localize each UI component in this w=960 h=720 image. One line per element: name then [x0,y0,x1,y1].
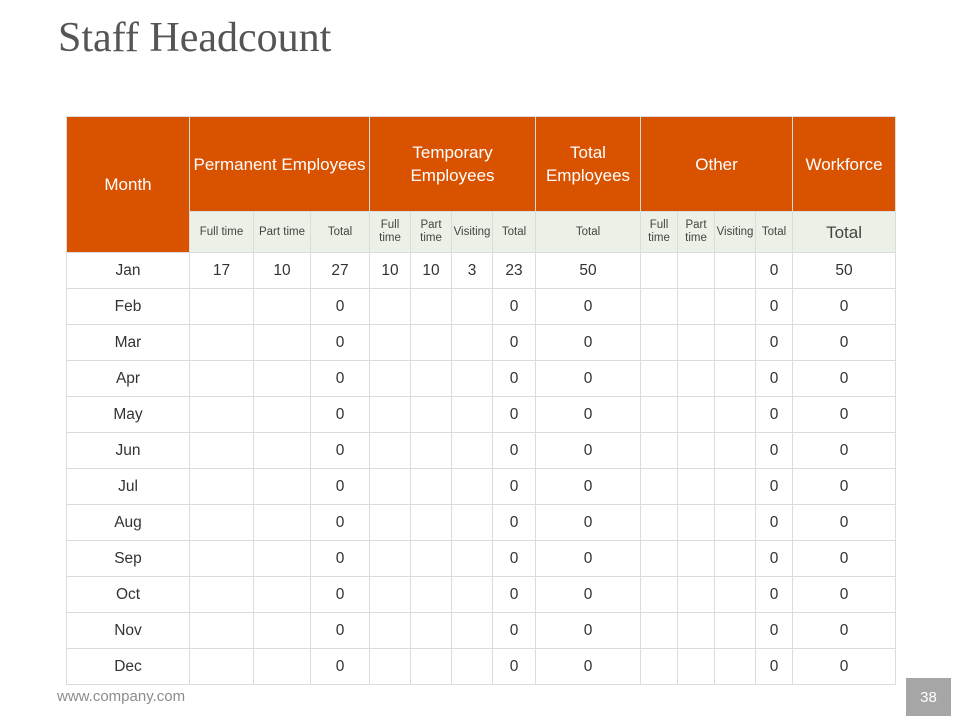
value-cell [678,577,715,613]
value-cell [190,505,254,541]
value-cell [715,649,756,685]
headcount-table [66,116,896,685]
value-cell: 0 [536,577,641,613]
value-cell [190,325,254,361]
month-cell: Feb [67,289,190,325]
table-row [67,289,896,325]
value-cell: 10 [254,253,311,289]
sub-header-temporary-visiting: Visiting [452,212,493,253]
value-cell [190,649,254,685]
value-cell: 0 [311,289,370,325]
value-cell: 17 [190,253,254,289]
footer-url: www.company.com [57,688,186,705]
value-cell [678,469,715,505]
value-cell: 0 [311,433,370,469]
value-cell: 0 [311,613,370,649]
month-header: Month [67,117,190,253]
value-cell: 0 [493,325,536,361]
sub-header-permanent-full-time: Full time [190,212,254,253]
month-cell: Jan [67,253,190,289]
value-cell: 0 [311,649,370,685]
value-cell: 0 [793,505,896,541]
value-cell [452,433,493,469]
value-cell [254,505,311,541]
value-cell: 0 [793,325,896,361]
value-cell [370,397,411,433]
value-cell [678,361,715,397]
value-cell [452,469,493,505]
value-cell: 0 [536,505,641,541]
sub-header-other-total: Total [756,212,793,253]
value-cell: 0 [536,613,641,649]
value-cell [190,397,254,433]
value-cell [715,505,756,541]
value-cell [190,289,254,325]
table-row [67,505,896,541]
value-cell: 0 [536,289,641,325]
table-row [67,397,896,433]
value-cell [452,505,493,541]
sub-header-workforce-total: Total [793,212,896,253]
sub-header-total-employees-total: Total [536,212,641,253]
sub-header-temporary-full-time: Full time [370,212,411,253]
value-cell [715,397,756,433]
value-cell [641,361,678,397]
value-cell [678,613,715,649]
value-cell [678,541,715,577]
sub-header-other-part-time: Part time [678,212,715,253]
value-cell: 0 [756,433,793,469]
value-cell [254,577,311,613]
value-cell: 0 [756,325,793,361]
value-cell [452,541,493,577]
value-cell: 0 [311,397,370,433]
value-cell [370,505,411,541]
value-cell: 0 [536,469,641,505]
value-cell: 0 [756,577,793,613]
table-row [67,361,896,397]
value-cell: 0 [493,613,536,649]
value-cell: 0 [536,433,641,469]
value-cell [641,613,678,649]
value-cell: 0 [756,649,793,685]
value-cell [715,613,756,649]
value-cell [452,361,493,397]
value-cell [678,433,715,469]
value-cell: 0 [793,361,896,397]
table-row [67,577,896,613]
sub-header-row [67,212,896,253]
value-cell [678,325,715,361]
value-cell: 0 [311,361,370,397]
value-cell [411,361,452,397]
value-cell [452,325,493,361]
value-cell [190,361,254,397]
value-cell [678,253,715,289]
sub-header-permanent-part-time: Part time [254,212,311,253]
value-cell [370,541,411,577]
month-cell: Sep [67,541,190,577]
table-row [67,433,896,469]
value-cell [678,397,715,433]
value-cell: 0 [793,577,896,613]
value-cell [370,289,411,325]
value-cell [254,325,311,361]
permanent-employees-header: Permanent Employees [190,117,370,212]
value-cell [452,397,493,433]
value-cell: 0 [793,397,896,433]
value-cell [641,397,678,433]
other-header: Other [641,117,793,212]
value-cell: 0 [756,613,793,649]
value-cell [370,361,411,397]
value-cell [370,433,411,469]
value-cell: 0 [311,577,370,613]
value-cell [411,577,452,613]
value-cell [190,613,254,649]
sub-header-other-full-time: Full time [641,212,678,253]
month-cell: Jun [67,433,190,469]
value-cell [641,505,678,541]
value-cell [411,397,452,433]
sub-header-permanent-total: Total [311,212,370,253]
value-cell [190,541,254,577]
value-cell [411,469,452,505]
value-cell [641,433,678,469]
value-cell: 0 [756,289,793,325]
value-cell [254,469,311,505]
value-cell [641,469,678,505]
value-cell [715,289,756,325]
value-cell [411,541,452,577]
value-cell [452,649,493,685]
group-header-row [67,117,896,212]
sub-header-temporary-part-time: Part time [411,212,452,253]
value-cell: 0 [493,289,536,325]
value-cell: 0 [756,361,793,397]
table-row [67,325,896,361]
value-cell: 0 [793,649,896,685]
sub-header-temporary-total: Total [493,212,536,253]
value-cell [641,253,678,289]
value-cell: 0 [493,505,536,541]
value-cell [452,613,493,649]
value-cell: 0 [536,397,641,433]
value-cell [254,361,311,397]
value-cell [370,469,411,505]
month-cell: Dec [67,649,190,685]
value-cell: 0 [311,325,370,361]
value-cell: 0 [493,541,536,577]
month-cell: Oct [67,577,190,613]
value-cell [370,649,411,685]
value-cell: 0 [493,433,536,469]
value-cell [641,541,678,577]
value-cell: 50 [536,253,641,289]
value-cell: 0 [311,541,370,577]
month-cell: Jul [67,469,190,505]
value-cell: 0 [536,649,641,685]
value-cell: 0 [493,361,536,397]
value-cell: 0 [756,541,793,577]
value-cell [254,397,311,433]
value-cell: 10 [370,253,411,289]
value-cell: 0 [311,469,370,505]
value-cell: 3 [452,253,493,289]
value-cell [452,577,493,613]
value-cell: 0 [756,397,793,433]
value-cell: 0 [493,577,536,613]
value-cell [254,433,311,469]
value-cell: 0 [793,289,896,325]
value-cell [411,325,452,361]
value-cell [715,325,756,361]
value-cell [715,433,756,469]
value-cell [190,433,254,469]
value-cell [411,433,452,469]
month-cell: Nov [67,613,190,649]
value-cell: 0 [536,541,641,577]
value-cell: 27 [311,253,370,289]
value-cell [715,253,756,289]
value-cell [715,541,756,577]
value-cell: 0 [311,505,370,541]
value-cell: 0 [493,469,536,505]
value-cell: 0 [493,649,536,685]
value-cell: 0 [793,541,896,577]
slide-title: Staff Headcount [58,15,332,61]
total-employees-header: Total Employees [536,117,641,212]
value-cell [190,469,254,505]
value-cell: 10 [411,253,452,289]
temporary-employees-header: Temporary Employees [370,117,536,212]
month-cell: Apr [67,361,190,397]
value-cell: 0 [493,397,536,433]
value-cell [715,361,756,397]
value-cell [641,289,678,325]
table-row [67,613,896,649]
value-cell [678,289,715,325]
value-cell [678,649,715,685]
month-cell: Mar [67,325,190,361]
value-cell: 0 [536,361,641,397]
value-cell [715,577,756,613]
value-cell: 0 [756,253,793,289]
table-body [67,253,896,685]
table-row [67,649,896,685]
value-cell: 0 [756,505,793,541]
workforce-header: Workforce [793,117,896,212]
value-cell [411,289,452,325]
value-cell [254,289,311,325]
value-cell [715,469,756,505]
value-cell [641,649,678,685]
sub-header-other-visiting: Visiting [715,212,756,253]
value-cell [678,505,715,541]
value-cell: 0 [536,325,641,361]
table-row [67,469,896,505]
value-cell [641,325,678,361]
value-cell: 23 [493,253,536,289]
value-cell [370,613,411,649]
value-cell: 0 [793,433,896,469]
value-cell [254,541,311,577]
value-cell [641,577,678,613]
table-row [67,541,896,577]
value-cell [190,577,254,613]
month-cell: May [67,397,190,433]
value-cell: 0 [756,469,793,505]
value-cell [411,649,452,685]
value-cell: 50 [793,253,896,289]
month-cell: Aug [67,505,190,541]
value-cell [370,325,411,361]
value-cell [254,649,311,685]
value-cell [411,613,452,649]
value-cell [411,505,452,541]
table-row [67,253,896,289]
value-cell: 0 [793,613,896,649]
value-cell [254,613,311,649]
value-cell [370,577,411,613]
value-cell [452,289,493,325]
value-cell: 0 [793,469,896,505]
page-number-badge: 38 [906,678,951,716]
